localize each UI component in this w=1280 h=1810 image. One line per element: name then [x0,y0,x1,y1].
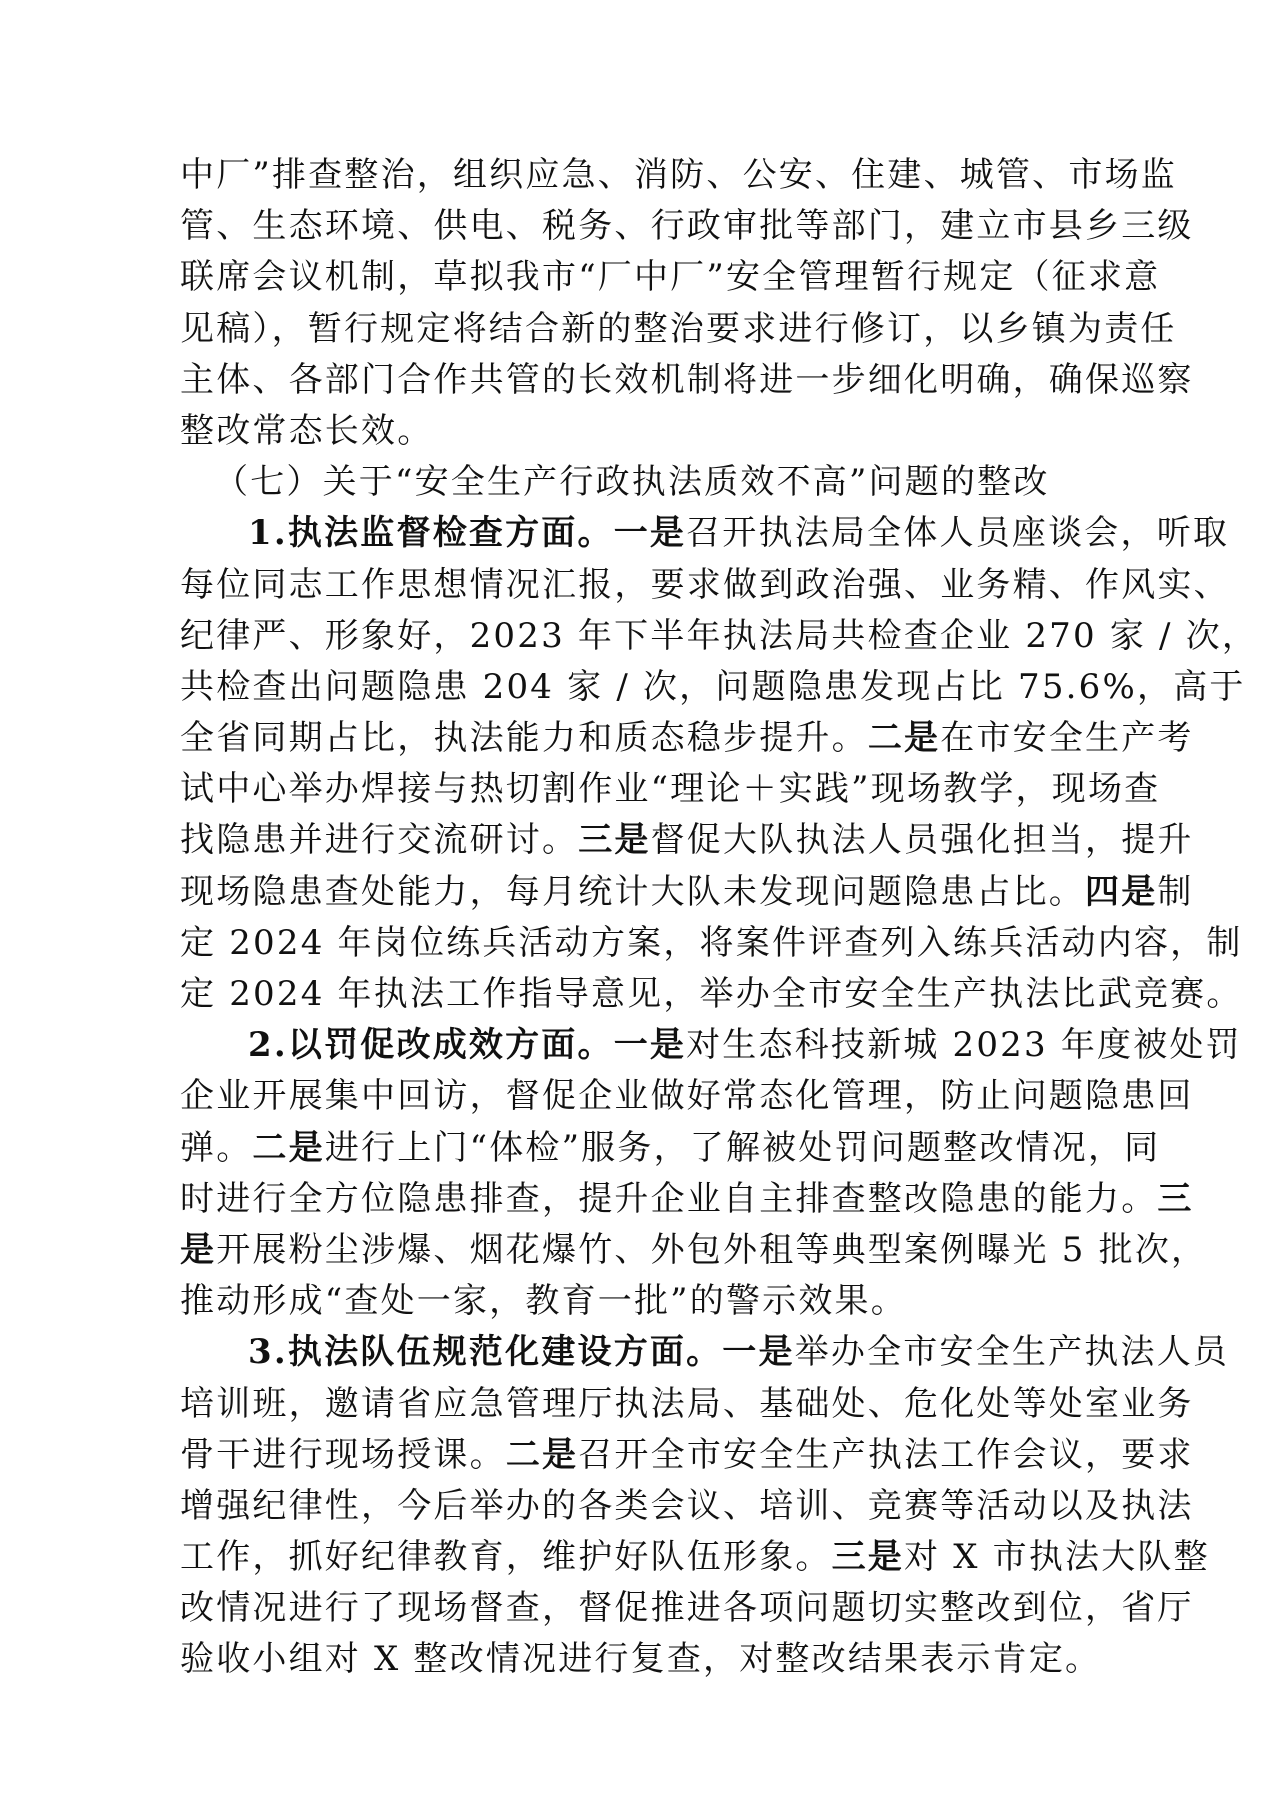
bold-ordinal: 一是 [613,1025,687,1066]
text-line [180,867,1194,918]
body-text: 举办全市安全生产执法人员 [794,1332,1230,1373]
text-line [180,508,1230,559]
text-line [180,815,1194,866]
body-text: 改情况进行了现场督查，督促推进各项问题切实整改到位，省厅 [180,1588,1194,1629]
numbered-item-2 [180,1020,1242,1327]
bold-ordinal: 三是 [578,820,651,861]
text-line [180,662,1246,713]
text-line [180,713,1194,764]
text-line [180,1225,1208,1276]
intro-paragraph [180,150,1194,457]
item-title: 1.执法监督检查方面。 [248,513,614,554]
body-text: 验收小组对 X 整改情况进行复查，对整改结果表示肯定。 [180,1639,1102,1680]
text-line: 主体、各部门合作共管的长效机制将进一步细化明确，确保巡察 [180,359,1194,400]
bold-ordinal: 一是 [613,513,687,554]
text-line [180,1430,1194,1481]
text-line: 中厂”排查整治，组织应急、消防、公安、住建、城管、市场监 [180,155,1177,195]
body-text: 开展粉尘涉爆、烟花爆竹、外包外租等典型案例曝光 5 批次， [216,1229,1208,1270]
item-title: 3.执法队伍规范化建设方面。 [248,1332,723,1373]
text-line [180,918,1243,969]
bold-ordinal: 一是 [722,1332,795,1373]
body-text: 进行上门“体检”服务，了解被处罚问题整改情况，同 [324,1127,1161,1168]
text-line [180,1583,1194,1634]
body-text: 全省同期占比，执法能力和质态稳步提升。 [180,718,868,759]
text-line [180,1071,1194,1122]
body-text: 在市安全生产考 [940,718,1194,759]
body-text: 共检查出问题隐患 204 家 / 次，问题隐患发现占比 75.6%，高于 [180,666,1246,707]
item-title: 2.以罚促改成效方面。 [248,1025,614,1066]
body-text: 定 2024 年岗位练兵活动方案，将案件评查列入练兵活动内容，制 [180,922,1243,963]
body-text: 召开全市安全生产执法工作会议，要求 [578,1434,1194,1475]
text-line [180,560,1230,611]
body-text: 督促大队执法人员强化担当，提升 [650,820,1194,861]
text-line: 见稿），暂行规定将结合新的整治要求进行修订，以乡镇为责任 [180,308,1177,349]
body-text: 制 [1157,871,1194,912]
text-line [180,1276,1100,1327]
bold-ordinal: 四是 [1085,871,1158,912]
numbered-item-1 [180,508,1259,1020]
body-text: 推动形成“查处一家，教育一批”的警示效果。 [180,1281,907,1322]
body-text: 定 2024 年执法工作指导意见，举办全市安全生产执法比武竞赛。 [180,974,1243,1014]
text-line: 管、生态环境、供电、税务、行政审批等部门，建立市县乡三级 [180,206,1194,247]
text-line [180,1532,1210,1583]
body-text: 弹。 [180,1127,253,1168]
body-text: 对生态科技新城 2023 年度被处罚 [686,1025,1242,1066]
text-line: 整改常态长效。 [180,410,434,451]
body-text: 现场隐患查处能力，每月统计大队未发现问题隐患占比。 [180,871,1085,912]
body-text: 召开执法局全体人员座谈会，听取 [686,513,1230,554]
items-container [180,508,1259,1685]
text-line [180,1481,1194,1532]
body-text: 纪律严、形象好，2023 年下半年执法局共检查企业 270 家 / 次， [180,615,1259,656]
text-line [180,1174,1194,1225]
document-page [180,150,1259,1686]
body-text: 工作，抓好纪律教育，维护好队伍形象。 [180,1537,832,1578]
text-line [180,764,1161,815]
body-text: 对 X 市执法大队整 [904,1537,1210,1578]
text-line [180,1634,1100,1685]
bold-ordinal: 二是 [252,1127,325,1168]
bold-ordinal: 二是 [867,718,941,759]
text-line [180,1379,1194,1430]
text-line [180,611,1259,662]
text-line [180,969,1243,1020]
body-text: 培训班，邀请省应急管理厅执法局、基础处、危化处等处室业务 [180,1383,1194,1424]
text-line [180,1327,1230,1378]
text-line [180,1123,1161,1174]
body-text: 增强纪律性，今后举办的各类会议、培训、竞赛等活动以及执法 [180,1485,1194,1526]
body-text: 试中心举办焊接与热切割作业“理论＋实践”现场教学，现场查 [180,769,1161,810]
body-text: 找隐患并进行交流研讨。 [180,820,579,861]
body-text: 每位同志工作思想情况汇报，要求做到政治强、业务精、作风实、 [180,564,1230,605]
text-line [180,1020,1242,1071]
bold-ordinal: 是 [180,1229,217,1270]
body-text: 时进行全方位隐患排查，提升企业自主排查整改隐患的能力。 [180,1178,1158,1219]
bold-ordinal: 二是 [505,1434,579,1475]
body-text: 企业开展集中回访，督促企业做好常态化管理，防止问题隐患回 [180,1076,1194,1117]
bold-ordinal: 三是 [831,1537,905,1578]
section-heading: （七）关于“安全生产行政执法质效不高”问题的整改 [214,462,1050,503]
body-text: 骨干进行现场授课。 [180,1434,506,1475]
bold-ordinal: 三 [1157,1178,1194,1219]
text-line: 联席会议机制，草拟我市“厂中厂”安全管理暂行规定（征求意 [180,257,1161,298]
numbered-item-3 [180,1327,1230,1685]
